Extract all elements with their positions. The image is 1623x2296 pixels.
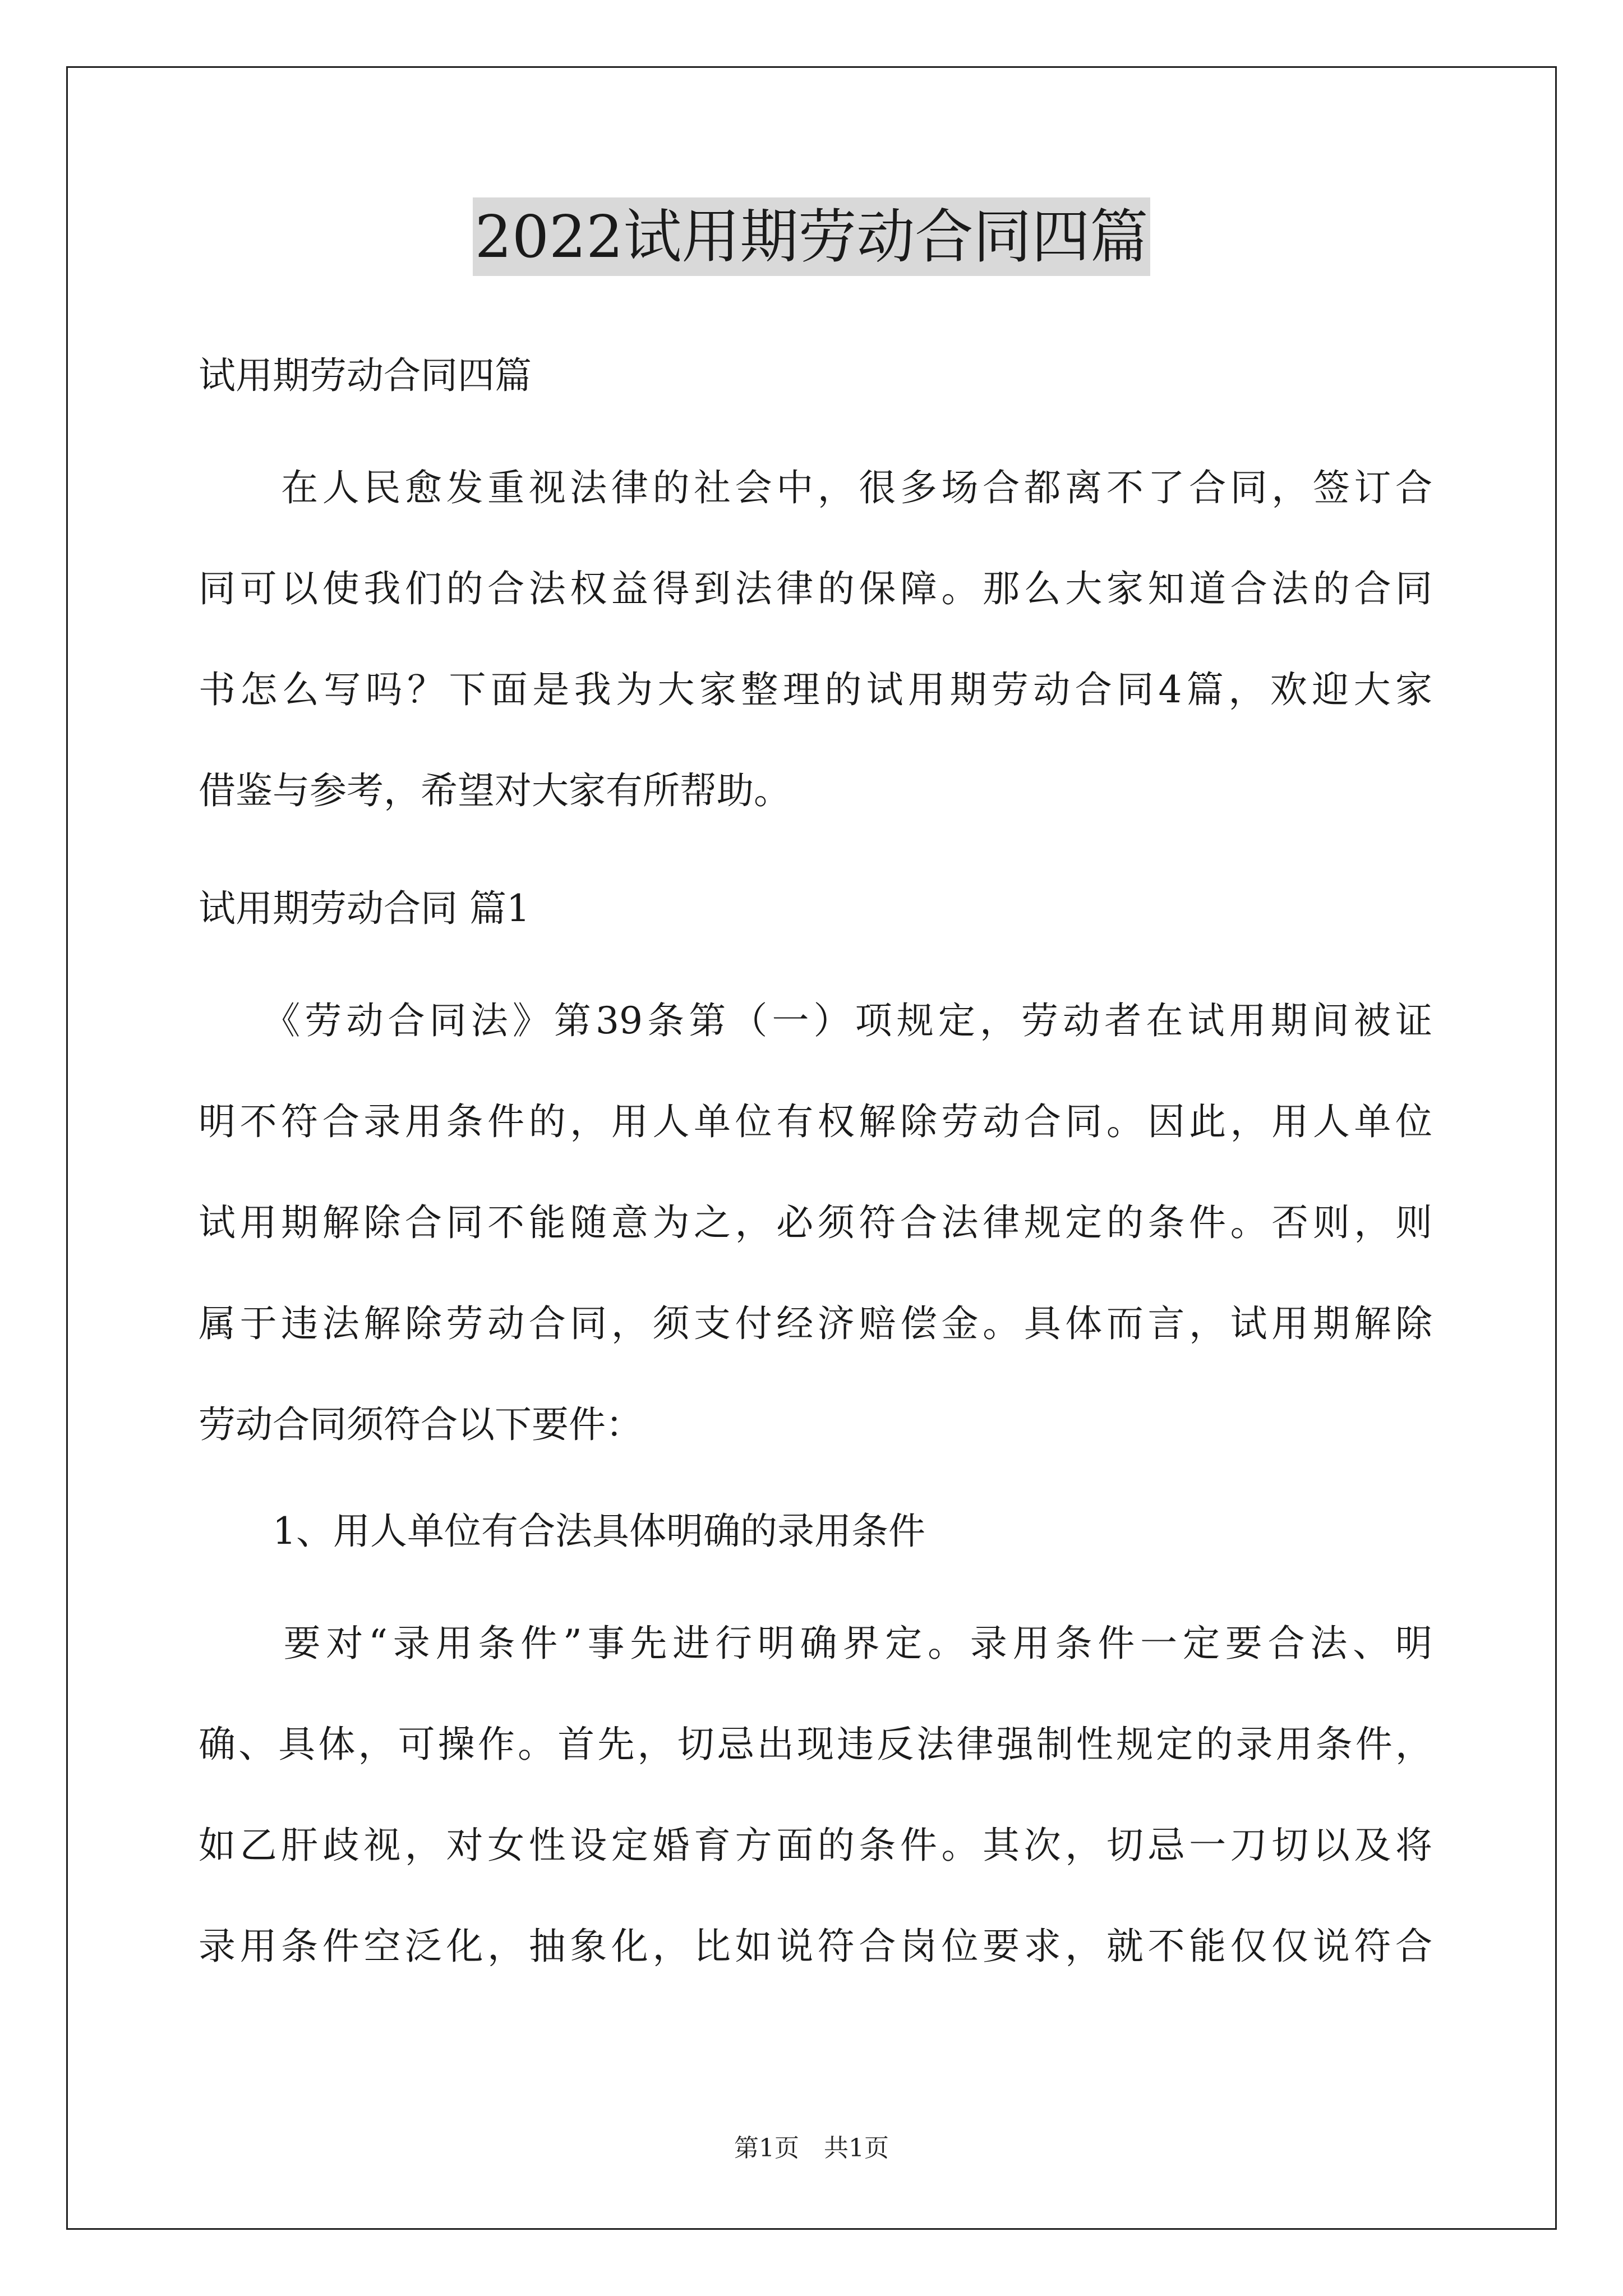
item-1-line: 要对“录用条件”事先进行明确界定。录用条件一定要合法、明: [199, 1622, 1432, 1665]
document-title: 2022试用期劳动合同四篇: [473, 197, 1151, 276]
title-container: [0, 197, 1623, 276]
item-1-line: 如乙肝歧视，对女性设定婚育方面的条件。其次，切忌一刀切以及将: [199, 1824, 1432, 1867]
item-1-line: 录用条件空泛化，抽象化，比如说符合岗位要求，就不能仅仅说符合: [199, 1925, 1432, 1968]
section-line: 劳动合同须符合以下要件：: [199, 1403, 643, 1446]
intro-line: 借鉴与参考，希望对大家有所帮助。: [199, 769, 791, 812]
section-paragraph: [199, 970, 1432, 1475]
intro-line: 在人民愈发重视法律的社会中，很多场合都离不了合同，签订合: [199, 466, 1432, 509]
intro-paragraph: [199, 438, 1432, 841]
item-1-heading: 1、用人单位有合法具体明确的录用条件: [199, 1510, 925, 1553]
section-line: 试用期解除合同不能随意为之，必须符合法律规定的条件。否则，则: [199, 1201, 1432, 1244]
item-1-line: 确、具体，可操作。首先，切忌出现违反法律强制性规定的录用条件，: [199, 1723, 1432, 1766]
section-line: 明不符合录用条件的，用人单位有权解除劳动合同。因此，用人单位: [199, 1100, 1432, 1143]
intro-line: 书怎么写吗？下面是我为大家整理的试用期劳动合同4篇，欢迎大家: [199, 668, 1432, 711]
section-heading: 试用期劳动合同 篇1: [199, 887, 530, 930]
section-line: 《劳动合同法》第39条第（一）项规定，劳动者在试用期间被证: [199, 999, 1432, 1042]
item-1-paragraph: [199, 1593, 1432, 1997]
page-footer: 第1页 共1页: [734, 2134, 889, 2162]
document-subtitle: 试用期劳动合同四篇: [199, 354, 532, 397]
section-line: 属于违法解除劳动合同，须支付经济赔偿金。具体而言，试用期解除: [199, 1302, 1432, 1345]
intro-line: 同可以使我们的合法权益得到法律的保障。那么大家知道合法的合同: [199, 567, 1432, 610]
